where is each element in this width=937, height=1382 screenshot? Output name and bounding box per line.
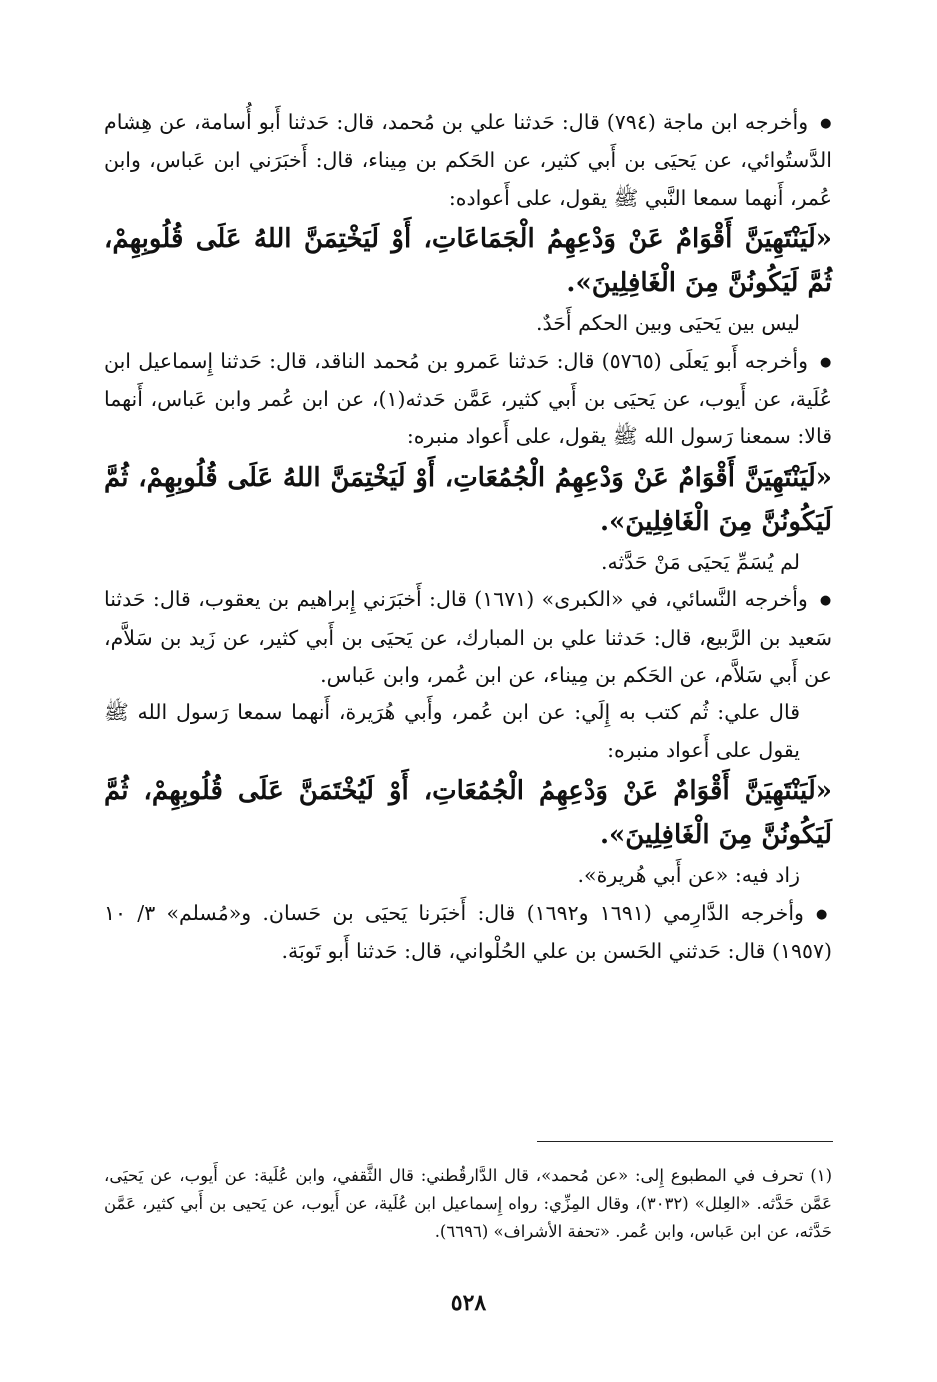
note-2: لم يُسَمِّ يَحيَى مَنْ حَدَّثه. bbox=[600, 549, 800, 574]
page-number: ٥٢٨ bbox=[450, 1290, 487, 1316]
footnote: (١) تحرف في المطبوع إِلى: «عن مُحمد»، قال الدَّارقُطني: قال الثَّقفي، وابن عُلَية: عن أَيوب، عن يَحيَى، عَمَّن حَدَّثه. «العِلل» (٣٠٣٢)، وقال المِزِّي: رواه إِسماعيل ابن عُلَية، عن أَيوب، عن يَحيى بن أَبي كثير، عَمَّن حَدَّثه، عن ابن عَباس، وابن عُمر. «تحفة الأشراف» (٦٦٩٦). bbox=[104, 1166, 832, 1241]
hadith-quote-3: «لَيَنْتَهِيَنَّ أَقْوَامٌ عَنْ وَدْعِهِمُ الْجُمُعَاتِ، أَوْ لَيُخْتَمَنَّ عَلَى قُلُوبِهِمْ، ثُمَّ لَيَكُونُنَّ مِنَ الْغَافِلِينَ». bbox=[104, 776, 832, 851]
paragraph-ali: قال علي: ثُم كتب به إِلَي: عن ابن عُمر، وأَبي هُرَيرة، أَنهما سمعا رَسول الله ﷺ يقول على أَعواد منبره: bbox=[104, 700, 800, 762]
hadith-quote-1: «لَيَنْتَهِيَنَّ أَقْوَامٌ عَنْ وَدْعِهِمُ الْجَمَاعَاتِ، أَوْ لَيَخْتِمَنَّ اللهُ عَلَى قُلُوبِهِمْ، ثُمَّ لَيَكُونُنَّ مِنَ الْغَافِلِينَ». bbox=[104, 224, 832, 299]
note-1: ليس بين يَحيَى وبين الحكم أَحَدٌ. bbox=[535, 311, 800, 336]
main-text bbox=[104, 104, 832, 971]
paragraph-nasai: ● وأخرجه النَّسائي، في «الكبرى» (١٦٧١) قال: أَخبَرَني إِبراهيم بن يعقوب، قال: حَدثنا سَعيد بن الرَّبيع، قال: حَدثنا علي بن المبارك، عن يَحيَى بن أَبي كثير، عن زَيد بن سَلاَّم، عن أَبي سَلاَّم، عن الحَكم بن مِيناء، عن ابن عُمر، وابن عَباس. bbox=[104, 581, 832, 694]
paragraph-ibn-majah: ● وأخرجه ابن ماجة (٧٩٤) قال: حَدثنا علي بن مُحمد، قال: حَدثنا أَبو أُسامة، عن هِشام الدَّستُوائي، عن يَحيَى بن أَبي كثير، عن الحَكم بن مِيناء، قال: أَخبَرَني ابن عَباس، وابن عُمر، أَنهما سمعا النَّبي ﷺ يقول، على أَعواده: bbox=[104, 104, 832, 217]
paragraph-abu-yala: ● وأخرجه أَبو يَعلَى (٥٧٦٥) قال: حَدثنا عَمرو بن مُحمد الناقد، قال: حَدثنا إِسماعيل ابن عُلَية، عن أَيوب، عن يَحيَى بن أَبي كثير، عَمَّن حَدثه(١)، عن ابن عُمر وابن عَباس، أَنهما قالا: سمعنا رَسول الله ﷺ يقول، على أَعواد منبره: bbox=[104, 343, 832, 456]
hadith-quote-2: «لَيَنْتَهِيَنَّ أَقْوَامٌ عَنْ وَدْعِهِمُ الْجُمُعَاتِ، أَوْ لَيَخْتِمَنَّ اللهُ عَلَى قُلُوبِهِمْ، ثُمَّ لَيَكُونُنَّ مِنَ الْغَافِلِينَ». bbox=[104, 462, 832, 537]
note-3: زاد فيه: «عن أَبي هُريرة». bbox=[577, 863, 800, 888]
paragraph-darimi: ● وأخرجه الدَّارِمي (١٦٩١ و١٦٩٢) قال: أَخبَرنا يَحيَى بن حَسان. و«مُسلم» ٣/ ١٠ (١٩٥٧) قال: حَدثني الحَسن بن علي الحُلْواني، قال: حَدثنا أَبو تَوبَة. bbox=[104, 895, 832, 971]
footnote-divider bbox=[537, 1141, 833, 1142]
